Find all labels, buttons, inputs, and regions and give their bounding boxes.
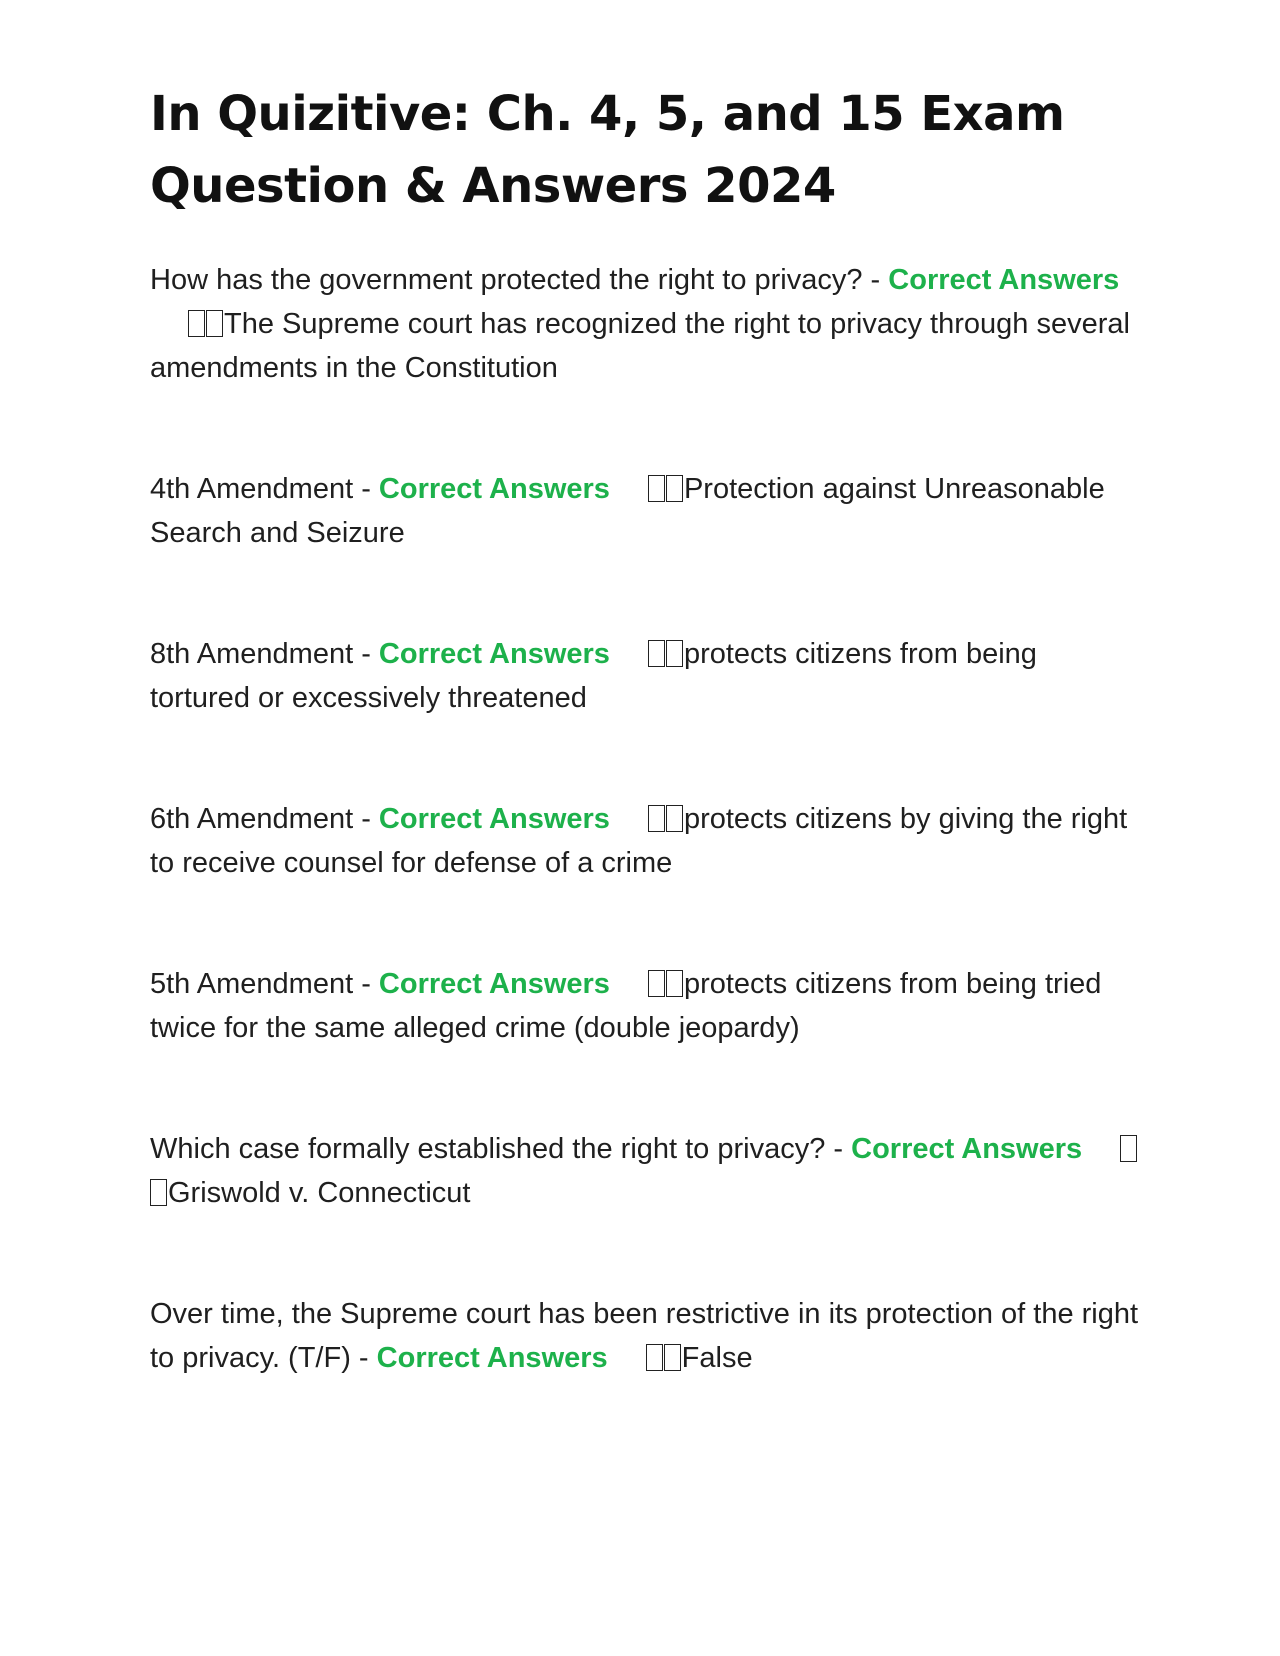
answer-text: Protection against Unreasonable Search and Seizure bbox=[150, 473, 1105, 549]
qa-item bbox=[150, 258, 1140, 390]
missing-glyph-icon bbox=[666, 805, 683, 832]
answer-text: False bbox=[681, 1342, 753, 1374]
question-text: Over time, the Supreme court has been restrictive in its protection of the right to privacy. (T/F) bbox=[150, 1298, 1139, 1374]
missing-glyph-icon bbox=[206, 310, 223, 337]
missing-glyph-icon bbox=[664, 1344, 681, 1371]
question-text: How has the government protected the right to privacy? bbox=[150, 264, 863, 296]
missing-glyph-icon bbox=[648, 475, 665, 502]
separator: - bbox=[862, 264, 889, 296]
missing-glyph-icon bbox=[646, 1344, 663, 1371]
answer-text: The Supreme court has recognized the right to privacy through several amendments in the Constitution bbox=[150, 308, 1130, 384]
missing-glyph-icon bbox=[648, 640, 665, 667]
missing-glyph-icon bbox=[648, 805, 665, 832]
qa-item bbox=[150, 1127, 1140, 1215]
correct-answers-label: Correct Answers bbox=[378, 473, 610, 505]
separator: - bbox=[353, 968, 379, 1000]
separator: - bbox=[350, 1342, 377, 1374]
document-title: In Quizitive: Ch. 4, 5, and 15 Exam Question & Answers 2024 bbox=[150, 86, 1065, 214]
missing-glyph-icon bbox=[666, 640, 683, 667]
answer-text: protects citizens by giving the right to receive counsel for defense of a crime bbox=[150, 803, 1128, 879]
question-text: 6th Amendment bbox=[150, 803, 354, 835]
qa-item bbox=[150, 467, 1140, 555]
correct-answers-label: Correct Answers bbox=[851, 1133, 1083, 1165]
missing-glyph-icon bbox=[150, 1179, 167, 1206]
separator: - bbox=[825, 1133, 852, 1165]
question-text: 8th Amendment bbox=[150, 638, 354, 670]
correct-answers-label: Correct Answers bbox=[378, 638, 610, 670]
correct-answers-label: Correct Answers bbox=[888, 264, 1120, 296]
question-text: 4th Amendment bbox=[150, 473, 354, 505]
answer-text: protects citizens from being tortured or excessively threatened bbox=[150, 638, 1037, 714]
document-page bbox=[150, 78, 1140, 1457]
question-text: Which case formally established the right to privacy? bbox=[150, 1133, 826, 1165]
separator: - bbox=[353, 473, 379, 505]
answer-text: Griswold v. Connecticut bbox=[168, 1177, 471, 1209]
qa-item bbox=[150, 632, 1140, 720]
separator: - bbox=[353, 803, 379, 835]
separator: - bbox=[353, 638, 379, 670]
answer-text: protects citizens from being tried twice for the same alleged crime (double jeopardy) bbox=[150, 968, 1102, 1044]
correct-answers-label: Correct Answers bbox=[378, 803, 610, 835]
qa-item bbox=[150, 1292, 1140, 1380]
qa-item bbox=[150, 962, 1140, 1050]
missing-glyph-icon bbox=[666, 970, 683, 997]
missing-glyph-icon bbox=[188, 310, 205, 337]
qa-item bbox=[150, 797, 1140, 885]
missing-glyph-icon bbox=[666, 475, 683, 502]
missing-glyph-icon bbox=[1120, 1135, 1137, 1162]
correct-answers-label: Correct Answers bbox=[376, 1342, 608, 1374]
correct-answers-label: Correct Answers bbox=[378, 968, 610, 1000]
question-text: 5th Amendment bbox=[150, 968, 354, 1000]
missing-glyph-icon bbox=[648, 970, 665, 997]
